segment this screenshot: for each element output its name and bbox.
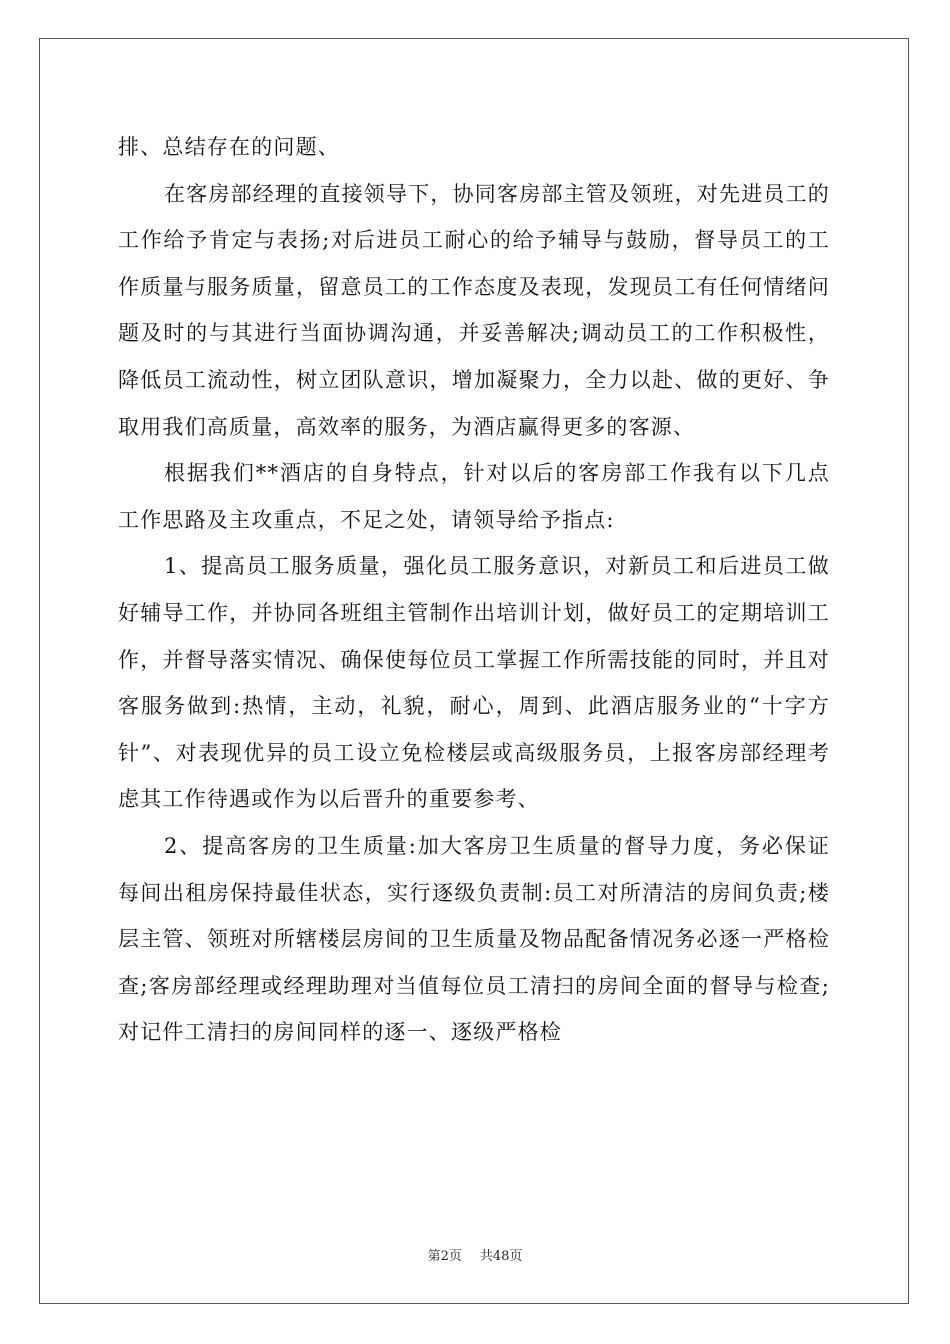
page-number: 第2页 xyxy=(427,1249,462,1264)
paragraph-4: 1、提高员工服务质量，强化员工服务意识，对新员工和后进员工做好辅导工作，并协同各班组主管制作出培训计划，做好员工的定期培训工作，并督导落实情况、确保使每位员工掌握工作所需技能的同时，并且对客服务做到:热情，主动，礼貌，耐心，周到、此酒店服务业的“十字方针”、对表现优异的员工设立免检楼层或高级服务员，上报客房部经理考虑其工作待遇或作为以后晋升的重要参考、 xyxy=(118,554,830,812)
paragraph-3: 根据我们**酒店的自身特点，针对以后的客房部工作我有以下几点工作思路及主攻重点，不足之处，请领导给予指点: xyxy=(118,461,830,532)
page-total: 共48页 xyxy=(479,1249,523,1264)
paragraph-2: 在客房部经理的直接领导下，协同客房部主管及领班，对先进员工的工作给予肯定与表扬;对后进员工耐心的给予辅导与鼓励，督导员工的工作质量与服务质量，留意员工的工作态度及表现，发现员工有任何情绪问题及时的与其进行当面协调沟通，并妥善解决;调动员工的工作积极性，降低员工流动性，树立团队意识，增加凝聚力，全力以赴、做的更好、争取用我们高质量，高效率的服务，为酒店赢得更多的客源、 xyxy=(118,181,830,439)
document-body xyxy=(118,124,830,1056)
paragraph-1: 排、总结存在的问题、 xyxy=(118,135,340,159)
paragraph-5: 2、提高客房的卫生质量:加大客房卫生质量的督导力度，务必保证每间出租房保持最佳状态，实行逐级负责制:员工对所清洁的房间负责;楼层主管、领班对所辖楼层房间的卫生质量及物品配备情况务必逐一严格检查;客房部经理或经理助理对当值每位员工清扫的房间全面的督导与检查;对记件工清扫的房间同样的逐一、逐级严格检 xyxy=(118,833,830,1045)
page-footer xyxy=(0,1245,950,1264)
